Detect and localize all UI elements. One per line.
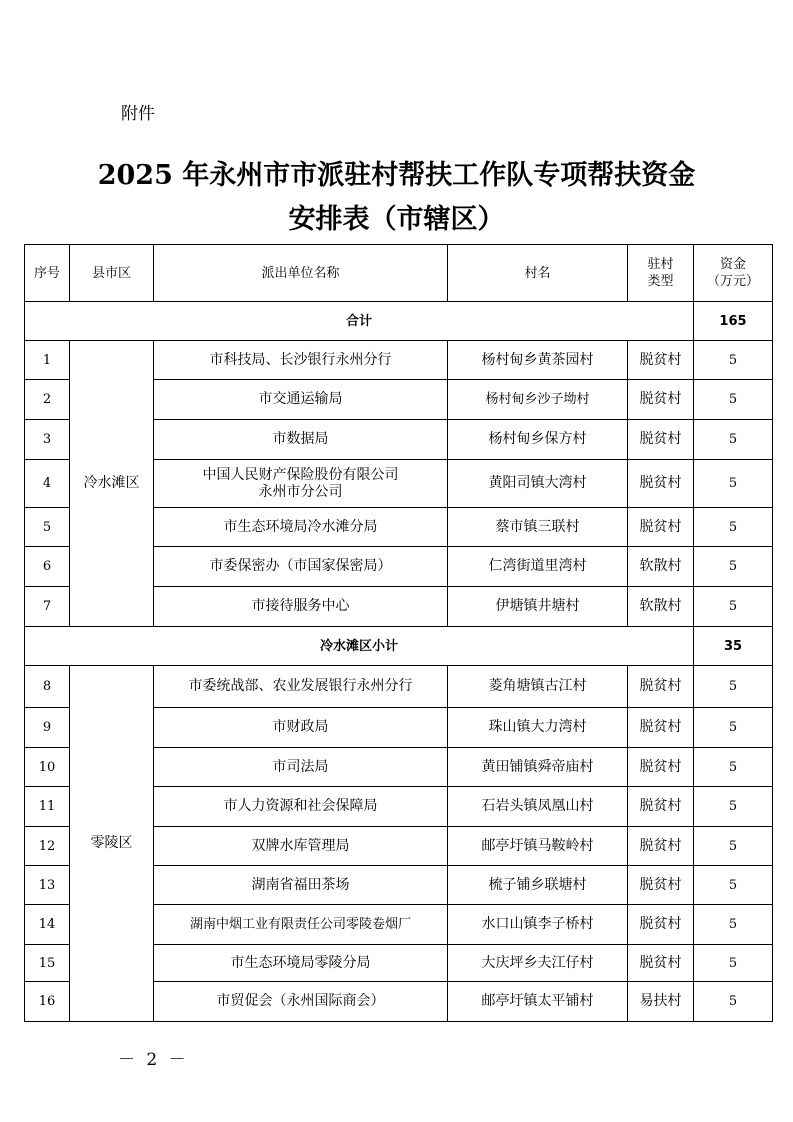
row-unit bbox=[154, 460, 448, 508]
row-type: 脱贫村 bbox=[628, 787, 694, 827]
subtotal-label: 冷水滩区小计 bbox=[25, 627, 694, 666]
county-cell: 冷水滩区 bbox=[70, 341, 154, 627]
subtotal-row bbox=[25, 627, 773, 666]
row-index: 11 bbox=[25, 787, 70, 827]
row-village: 蔡市镇三联村 bbox=[448, 508, 628, 547]
row-fund: 5 bbox=[694, 380, 773, 420]
row-type: 易扶村 bbox=[628, 982, 694, 1022]
row-village: 黄阳司镇大湾村 bbox=[448, 460, 628, 508]
header-unit: 派出单位名称 bbox=[154, 245, 448, 302]
row-type: 脱贫村 bbox=[628, 708, 694, 748]
header-fund-line1: 资金 bbox=[719, 257, 746, 272]
row-index: 7 bbox=[25, 587, 70, 627]
row-unit-line2: 永州市分公司 bbox=[258, 483, 343, 500]
row-village: 大庆坪乡夫江仔村 bbox=[448, 945, 628, 982]
header-village: 村名 bbox=[448, 245, 628, 302]
row-village: 杨村甸乡沙子坳村 bbox=[448, 380, 628, 420]
row-village: 石岩头镇凤凰山村 bbox=[448, 787, 628, 827]
row-unit: 市科技局、长沙银行永州分行 bbox=[154, 341, 448, 380]
row-type: 脱贫村 bbox=[628, 905, 694, 945]
row-type: 脱贫村 bbox=[628, 945, 694, 982]
row-fund: 5 bbox=[694, 341, 773, 380]
row-fund: 5 bbox=[694, 460, 773, 508]
row-village: 仁湾街道里湾村 bbox=[448, 547, 628, 587]
row-index: 3 bbox=[25, 420, 70, 460]
row-type: 脱贫村 bbox=[628, 666, 694, 708]
header-type bbox=[628, 245, 694, 302]
row-unit-line1: 中国人民财产保险股份有限公司 bbox=[202, 466, 399, 483]
row-index: 4 bbox=[25, 460, 70, 508]
page-subtitle: 安排表（市辖区） bbox=[288, 204, 505, 235]
row-fund: 5 bbox=[694, 827, 773, 866]
row-unit: 双牌水库管理局 bbox=[154, 827, 448, 866]
row-unit: 市生态环境局零陵分局 bbox=[154, 945, 448, 982]
row-unit: 市委保密办（市国家保密局） bbox=[154, 547, 448, 587]
header-fund-line2: （万元） bbox=[706, 274, 759, 289]
row-unit: 市委统战部、农业发展银行永州分行 bbox=[154, 666, 448, 708]
row-type: 脱贫村 bbox=[628, 420, 694, 460]
subtotal-value: 35 bbox=[694, 627, 773, 666]
row-index: 5 bbox=[25, 508, 70, 547]
total-value: 165 bbox=[694, 302, 773, 341]
row-village: 伊塘镇井塘村 bbox=[448, 587, 628, 627]
row-type: 脱贫村 bbox=[628, 380, 694, 420]
row-index: 13 bbox=[25, 866, 70, 905]
header-index: 序号 bbox=[25, 245, 70, 302]
row-type: 脱贫村 bbox=[628, 827, 694, 866]
row-village: 邮亭圩镇马鞍岭村 bbox=[448, 827, 628, 866]
row-fund: 5 bbox=[694, 666, 773, 708]
fund-allocation-table bbox=[24, 244, 773, 1022]
row-fund: 5 bbox=[694, 547, 773, 587]
row-type: 软散村 bbox=[628, 587, 694, 627]
row-village: 水口山镇李子桥村 bbox=[448, 905, 628, 945]
row-unit: 市人力资源和社会保障局 bbox=[154, 787, 448, 827]
row-fund: 5 bbox=[694, 982, 773, 1022]
row-unit: 市接待服务中心 bbox=[154, 587, 448, 627]
row-village: 杨村甸乡保方村 bbox=[448, 420, 628, 460]
row-type: 脱贫村 bbox=[628, 460, 694, 508]
row-index: 9 bbox=[25, 708, 70, 748]
row-fund: 5 bbox=[694, 708, 773, 748]
row-fund: 5 bbox=[694, 905, 773, 945]
attachment-label: 附件 bbox=[121, 104, 155, 124]
row-village: 梳子铺乡联塘村 bbox=[448, 866, 628, 905]
row-fund: 5 bbox=[694, 508, 773, 547]
header-fund bbox=[694, 245, 773, 302]
row-type: 软散村 bbox=[628, 547, 694, 587]
row-index: 10 bbox=[25, 748, 70, 787]
row-fund: 5 bbox=[694, 420, 773, 460]
header-row bbox=[25, 245, 773, 302]
row-index: 12 bbox=[25, 827, 70, 866]
row-index: 14 bbox=[25, 905, 70, 945]
row-fund: 5 bbox=[694, 945, 773, 982]
row-index: 8 bbox=[25, 666, 70, 708]
header-county: 县市区 bbox=[70, 245, 154, 302]
row-type: 脱贫村 bbox=[628, 341, 694, 380]
row-index: 2 bbox=[25, 380, 70, 420]
row-fund: 5 bbox=[694, 748, 773, 787]
row-index: 6 bbox=[25, 547, 70, 587]
row-unit: 市财政局 bbox=[154, 708, 448, 748]
row-unit: 市交通运输局 bbox=[154, 380, 448, 420]
row-village: 邮亭圩镇太平铺村 bbox=[448, 982, 628, 1022]
page-number: － 2 － bbox=[118, 1050, 189, 1070]
row-type: 脱贫村 bbox=[628, 508, 694, 547]
row-unit: 市生态环境局冷水滩分局 bbox=[154, 508, 448, 547]
page-title: 2025 年永州市市派驻村帮扶工作队专项帮扶资金 bbox=[97, 160, 696, 191]
total-label: 合计 bbox=[25, 302, 694, 341]
row-village: 杨村甸乡黄茶园村 bbox=[448, 341, 628, 380]
county-cell: 零陵区 bbox=[70, 666, 154, 1022]
row-type: 脱贫村 bbox=[628, 748, 694, 787]
row-type: 脱贫村 bbox=[628, 866, 694, 905]
header-type-line1: 驻村 bbox=[647, 257, 674, 272]
row-fund: 5 bbox=[694, 866, 773, 905]
row-fund: 5 bbox=[694, 587, 773, 627]
row-village: 菱角塘镇古江村 bbox=[448, 666, 628, 708]
row-village: 黄田铺镇舜帝庙村 bbox=[448, 748, 628, 787]
header-type-line2: 类型 bbox=[647, 274, 674, 289]
row-index: 15 bbox=[25, 945, 70, 982]
row-unit: 市贸促会（永州国际商会） bbox=[154, 982, 448, 1022]
row-village: 珠山镇大力湾村 bbox=[448, 708, 628, 748]
table-row bbox=[25, 666, 773, 708]
row-unit: 湖南省福田茶场 bbox=[154, 866, 448, 905]
table-row bbox=[25, 341, 773, 380]
row-unit: 市数据局 bbox=[154, 420, 448, 460]
row-fund: 5 bbox=[694, 787, 773, 827]
row-unit: 湖南中烟工业有限责任公司零陵卷烟厂 bbox=[154, 905, 448, 945]
row-unit: 市司法局 bbox=[154, 748, 448, 787]
row-index: 1 bbox=[25, 341, 70, 380]
row-index: 16 bbox=[25, 982, 70, 1022]
total-row bbox=[25, 302, 773, 341]
